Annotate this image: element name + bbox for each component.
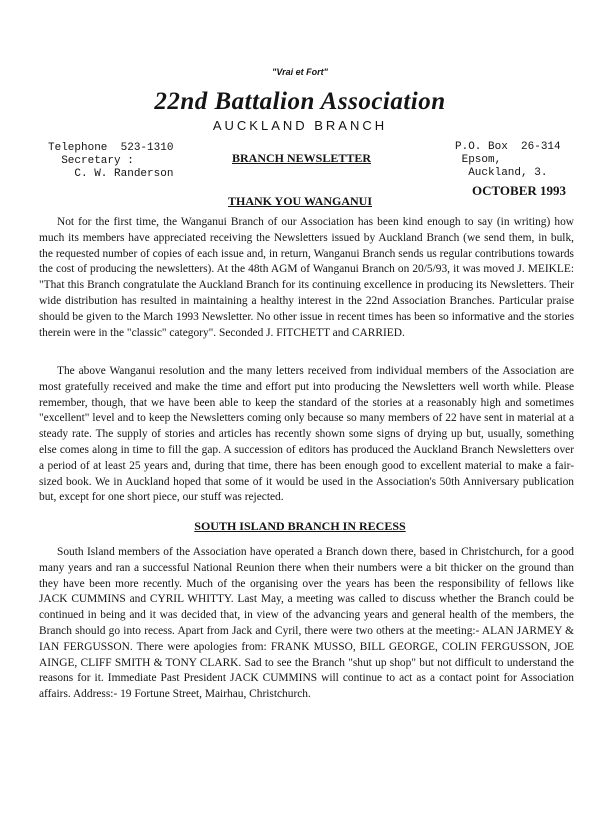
po-box: P.O. Box 26-314 (455, 141, 561, 153)
address-block (455, 141, 561, 180)
address-line2: Auckland, 3. (455, 167, 548, 179)
secretary-label: Secretary : (48, 155, 134, 167)
section-heading: THANK YOU WANGANUI (227, 194, 372, 208)
page-title: 22nd Battalion Association (154, 88, 446, 115)
contact-block (48, 142, 173, 181)
secretary-name: C. W. Randerson (48, 168, 174, 180)
telephone: Telephone 523-1310 (48, 142, 174, 154)
motto: "Vrai et Fort" (272, 67, 328, 77)
section-heading: SOUTH ISLAND BRANCH IN RECESS (194, 519, 406, 533)
address-line1: Epsom, (455, 154, 502, 166)
article-paragraph: Not for the first time, the Wanganui Branch of our Association has been kind enough to say (in writing) how much its members have appreciated receiving the Newsletters issued by Auckland Branch (we send them, in bulk, the requested number of copies of each issue and, in return, Wanganui Branch sends us regular contributions towards the cost of producing the newsletters). At the 48th AGM of Wanganui Branch on 20/5/93, it was moved J. MEIKLE: "That this Branch congratulate the Auckland Branch for its continuing excellence in producing its Newsletters. Their wide distribution has resulted in maintaining a healthy interest in the 22nd Association Branches. Particular praise should be given to the March 1993 Newsletter. No other issue in recent times has been so informative and the stories therein were in the "classic" category". Seconded J. FITCHETT and CARRIED. (39, 216, 574, 339)
article-paragraph: The above Wanganui resolution and the many letters received from individual members of the Association are most gratefully received and make the time and effort put into producing the Newsletters well worth while. Please remember, though, that we have been able to keep the standard of the stories at a reasonably high and sometimes "excellent" level and to keep the Newsletters coming only because so many members of 22 have sent in material at a steady rate. The supply of stories and articles has recently shown some signs of drying up but, usually, something else comes along in time to fill the gap. A succession of editors has produced the Auckland Branch Newsletters over a period of at least 25 years and, during that time, there has been enough good to excellent material to make a fair-sized book. We in Auckland hoped that some of it would be used in the Association's 50th Anniversary publication but, except for one short piece, our stuff was rejected. (39, 365, 574, 504)
issue-date: OCTOBER 1993 (472, 183, 567, 198)
newsletter-label: BRANCH NEWSLETTER (232, 151, 372, 165)
branch-subtitle: AUCKLAND BRANCH (212, 118, 388, 133)
article-paragraph: South Island members of the Association have operated a Branch down there, based in Christchurch, for a good many years and ran a successful National Reunion there when their numbers were a bit thicker on the ground than they have been more recently. Much of the organising over the years has been the responsibility of fellows like JACK CUMMINS and CYRIL WHITTY. Last May, a meeting was called to discuss whether the Branch could be continued in being and it was decided that, in view of the advancing years and general health of the members, the Branch should go into recess. Apart from Jack and Cyril, there were two others at the meeting:- ALAN JARMEY & IAN FERGUSSON. There were apologies from: FRANK MUSSO, BILL GEORGE, COLIN FERGUSSON, JOE AINGE, CLIFF SMITH & TONY CLARK. Sad to see the Branch "shut up shop" but not difficult to understand the reasons for it. Immediate Past President JACK CUMMINS will continue to act as a contact point for Association affairs. Address:- 19 Fortune Street, Mairhau, Christchurch. (39, 546, 574, 701)
